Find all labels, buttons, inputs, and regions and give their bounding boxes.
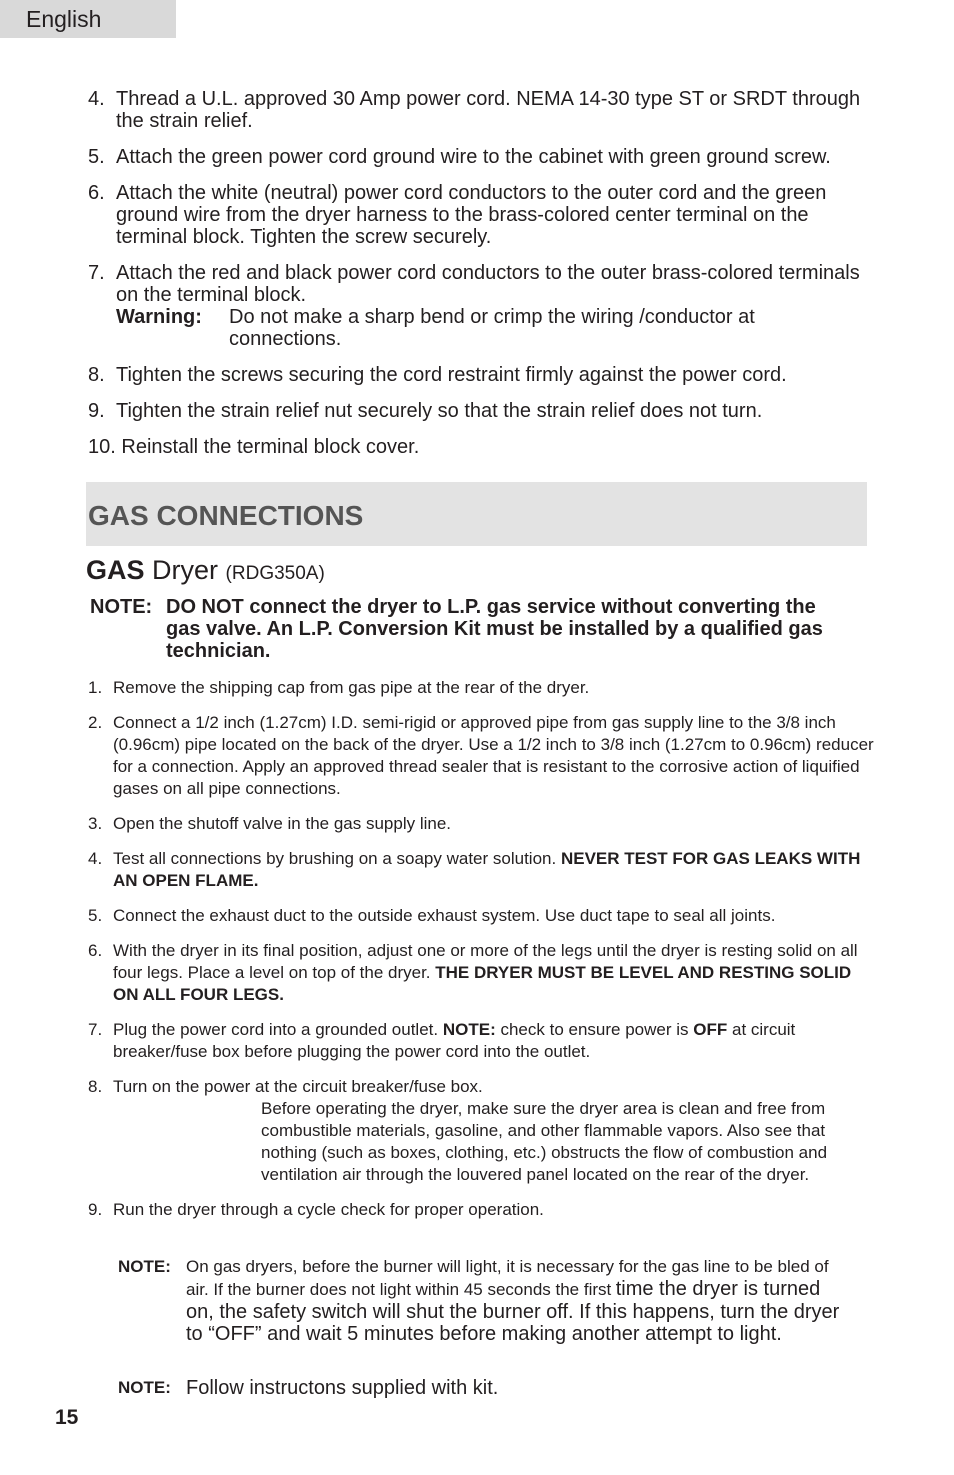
list-item <box>88 88 868 132</box>
inline-note-label: NOTE: <box>442 1020 496 1039</box>
list-item <box>88 1076 878 1186</box>
step-text: Test all connections by brushing on a soapy water solution. <box>113 849 557 868</box>
step-number: 4. <box>88 849 103 868</box>
step-text: Attach the red and black power cord conductors to the outer brass-colored terminals on the terminal block. <box>116 262 860 306</box>
list-item <box>88 364 868 386</box>
step-text: Tighten the strain relief nut securely so that the strain relief does not turn. <box>116 400 763 422</box>
step-number: 10. <box>88 436 116 458</box>
list-item <box>88 677 878 699</box>
off-label: OFF <box>693 1020 728 1039</box>
step-number: 6. <box>88 941 103 960</box>
warning-note <box>116 306 868 350</box>
section-banner <box>86 482 867 546</box>
step-text: Thread a U.L. approved 30 Amp power cord. NEMA 14-30 type ST or SRDT through the strain relief. <box>116 88 861 132</box>
step-text: Open the shutoff valve in the gas supply line. <box>113 814 452 833</box>
step-number: 3. <box>88 814 103 833</box>
step-number: 5. <box>88 906 103 925</box>
burner-note <box>118 1256 858 1345</box>
step-text: Plug the power cord into a grounded outlet. <box>113 1020 439 1039</box>
list-item <box>88 1199 878 1221</box>
list-item <box>88 146 868 168</box>
step-number: 7. <box>88 1020 103 1039</box>
section-title: GAS CONNECTIONS <box>88 500 364 531</box>
step-continuation: Before operating the dryer, make sure the dryer area is clean and free from combustible materials, gasoline, and other flammable vapors. Also see that nothing (such as boxes, clothing, etc.) obstructs the flow of combustion and ventilation air through the louvered panel located on the rear of the dryer. <box>261 1099 828 1184</box>
step-text: Turn on the power at the circuit breaker/fuse box. <box>113 1077 483 1096</box>
list-item <box>88 436 868 458</box>
lp-gas-note <box>90 596 850 662</box>
step-warning: THE DRYER MUST BE LEVEL AND RESTING SOLID ON ALL FOUR LEGS. <box>113 963 852 1004</box>
note-text-large: time the dryer is turned on, the safety switch will shut the burner off. If this happens, turn the dryer to “OFF” and wait 5 minutes before making another attempt to light. <box>186 1278 840 1345</box>
list-item <box>88 712 878 800</box>
list-item <box>88 905 878 927</box>
step-text: at circuit breaker/fuse box before plugging the power cord into the outlet. <box>113 1020 796 1061</box>
step-number: 9. <box>88 1200 103 1219</box>
list-item <box>88 182 868 248</box>
step-number: 8. <box>88 1077 103 1096</box>
note-label: NOTE: <box>118 1378 171 1397</box>
note-label: NOTE: <box>90 596 153 618</box>
step-number: 5. <box>88 146 105 168</box>
step-text: Remove the shipping cap from gas pipe at the rear of the dryer. <box>113 678 590 697</box>
kit-note <box>118 1377 858 1399</box>
step-number: 1. <box>88 678 103 697</box>
list-item <box>88 400 868 422</box>
list-item <box>88 848 878 892</box>
page-number: 15 <box>55 1406 79 1429</box>
model-number: (RDG350A) <box>225 563 325 584</box>
step-text: Attach the white (neutral) power cord conductors to the outer cord and the green ground wire from the dryer harness to the brass-colored center terminal on the terminal block. Tighten the screw securely. <box>116 182 827 248</box>
step-text: Run the dryer through a cycle check for proper operation. <box>113 1200 544 1219</box>
step-number: 7. <box>88 262 105 284</box>
power-cord-steps <box>88 88 868 472</box>
list-item <box>88 813 878 835</box>
gas-steps <box>88 677 878 1234</box>
note-text-small: On gas dryers, before the burner will light, it is necessary for the gas line to be bled of air. If the burner does not light within 45 seconds the first <box>186 1257 829 1299</box>
note-label: NOTE: <box>118 1257 171 1276</box>
step-text: Reinstall the terminal block cover. <box>121 436 420 458</box>
subheading-gas: GAS <box>86 555 145 585</box>
step-number: 8. <box>88 364 105 386</box>
step-warning: NEVER TEST FOR GAS LEAKS WITH AN OPEN FLAME. <box>113 849 861 890</box>
list-item <box>88 940 878 1006</box>
list-item <box>88 1019 878 1063</box>
step-text: Tighten the screws securing the cord restraint firmly against the power cord. <box>116 364 787 386</box>
step-text: With the dryer in its final position, adjust one or more of the legs until the dryer is resting solid on all four legs. Place a level on top of the dryer. <box>113 941 858 982</box>
step-number: 9. <box>88 400 105 422</box>
subsection-heading <box>86 555 325 586</box>
step-number: 4. <box>88 88 105 110</box>
step-text: Connect a 1/2 inch (1.27cm) I.D. semi-rigid or approved pipe from gas supply line to the 3/8 inch (0.96cm) pipe located on the back of the dryer. Use a 1/2 inch to 3/8 inch (1.27cm to 0.96cm) reducer for a connection. Apply an approved thread sealer that is resistant to the corrosive action of liquified gases on all pipe connections. <box>113 713 874 798</box>
step-number: 2. <box>88 713 103 732</box>
step-text: Connect the exhaust duct to the outside exhaust system. Use duct tape to seal all joints. <box>113 906 776 925</box>
step-number: 6. <box>88 182 105 204</box>
note-text: DO NOT connect the dryer to L.P. gas service without converting the gas valve. An L.P. Conversion Kit must be installed by a qualified gas technician. <box>166 596 823 662</box>
step-text: Attach the green power cord ground wire to the cabinet with green ground screw. <box>116 146 831 168</box>
warning-label: Warning: <box>116 306 202 328</box>
step-text: check to ensure power is <box>500 1020 689 1039</box>
note-body <box>186 1256 846 1345</box>
language-tab: English <box>0 0 176 38</box>
note-text: Follow instructons supplied with kit. <box>186 1377 499 1399</box>
list-item <box>88 262 868 350</box>
warning-text: Do not make a sharp bend or crimp the wiring /conductor at connections. <box>229 306 755 350</box>
subheading-dryer: Dryer <box>152 555 219 585</box>
